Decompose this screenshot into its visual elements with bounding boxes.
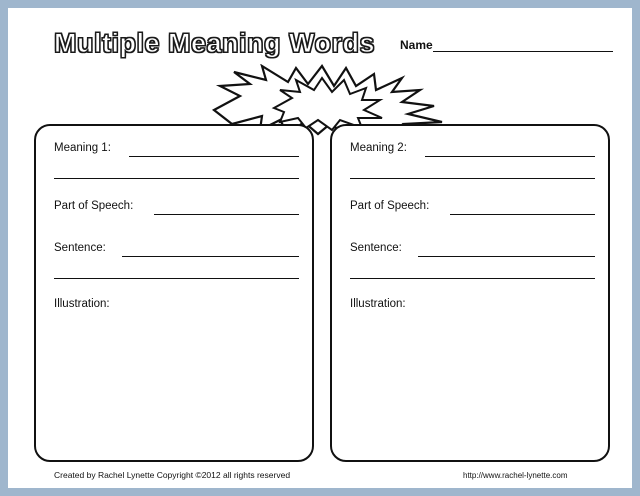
part-of-speech-right-line[interactable]	[450, 214, 595, 215]
meaning-1-line-1[interactable]	[129, 156, 299, 157]
field-label-part-of-speech-left: Part of Speech:	[54, 200, 134, 212]
field-label-illustration-right: Illustration:	[350, 298, 406, 310]
sentence-left-line-1[interactable]	[122, 256, 299, 257]
meaning-1-line-2[interactable]	[54, 178, 299, 179]
name-label: Name	[400, 38, 433, 52]
meaning-2-line-2[interactable]	[350, 178, 595, 179]
illustration-area-left[interactable]	[52, 316, 298, 446]
field-label-sentence-left: Sentence:	[54, 242, 106, 254]
sentence-right-line-2[interactable]	[350, 278, 595, 279]
footer-credit: Created by Rachel Lynette Copyright ©2012 all rights reserved	[54, 470, 291, 480]
name-input-line[interactable]	[433, 51, 613, 52]
field-label-meaning-2: Meaning 2:	[350, 142, 407, 154]
meaning-2-line-1[interactable]	[425, 156, 595, 157]
field-label-part-of-speech-right: Part of Speech:	[350, 200, 430, 212]
illustration-area-right[interactable]	[348, 316, 594, 446]
sentence-left-line-2[interactable]	[54, 278, 299, 279]
part-of-speech-left-line[interactable]	[154, 214, 299, 215]
field-label-sentence-right: Sentence:	[350, 242, 402, 254]
panel-left	[34, 124, 314, 462]
page-title: Multiple Meaning Words	[54, 28, 375, 58]
field-label-illustration-left: Illustration:	[54, 298, 110, 310]
field-label-meaning-1: Meaning 1:	[54, 142, 111, 154]
panel-right	[330, 124, 610, 462]
sentence-right-line-1[interactable]	[418, 256, 595, 257]
worksheet-sheet	[8, 8, 632, 488]
footer-url: http://www.rachel-lynette.com	[463, 471, 568, 480]
